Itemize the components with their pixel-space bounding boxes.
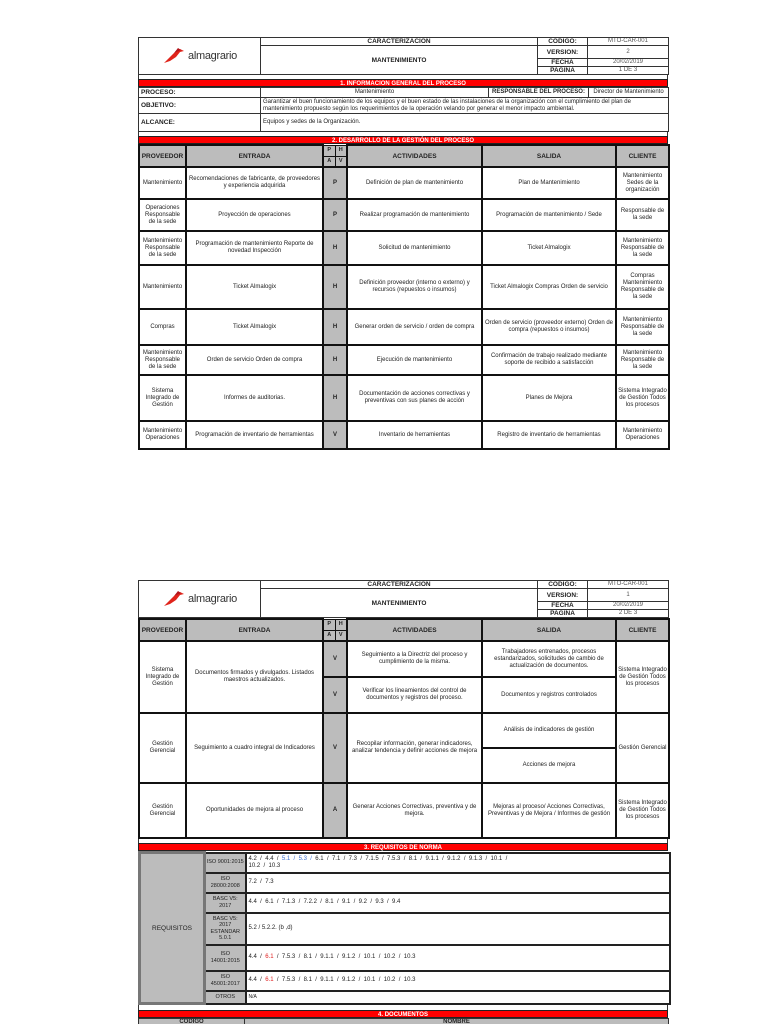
actividad-cell: Generar orden de servicio / orden de compra — [347, 309, 482, 345]
salida-cell: Trabajadores entrenados, procesos estandarizados, solicitudes de cambio de actualización de documentos. — [482, 641, 616, 677]
company-logo — [139, 581, 261, 618]
req-item: 7.2 — [248, 879, 257, 885]
actividad-cell: Solicitud de mantenimiento — [347, 231, 482, 265]
entrada-cell: Ticket Almalogix — [186, 265, 323, 309]
proveedor-cell: Sistema Integrado de Gestión — [139, 375, 186, 421]
entrada-cell: Ticket Almalogix — [186, 309, 323, 345]
norm-name: ISO 28000:2008 — [205, 873, 246, 893]
col-cliente: CLIENTE — [616, 619, 669, 641]
col-entrada: ENTRADA — [186, 145, 323, 167]
actividad-cell: Ejecución de mantenimiento — [347, 345, 482, 375]
actividad-cell: Recopilar información, generar indicadores, analizar tendencia y definir acciones de mejora — [347, 713, 482, 783]
req-item: 6.1 — [265, 977, 274, 983]
norm-values-basc: 4.4 / 6.1 / 7.1.3 / 7.2.2 / 8.1 / 9.1 / 9.2 / 9.3 / 9.4 — [246, 893, 670, 913]
entrada-cell: Orden de servicio Orden de compra — [186, 345, 323, 375]
pagina-value: 1 DE 3 — [588, 67, 669, 75]
proveedor-cell: Mantenimiento — [139, 167, 186, 199]
table-row — [139, 199, 669, 231]
pagina-label: PAGINA — [538, 67, 588, 75]
req-item: 10.1 — [490, 855, 503, 862]
table-row — [139, 345, 669, 375]
document-header — [138, 580, 669, 618]
cliente-cell: Compras Mantenimiento Responsable de la sede — [616, 265, 669, 309]
table-row — [139, 167, 669, 199]
section-3-title: 3. REQUISITOS DE NORMA — [138, 843, 668, 851]
req-item: 9.1.2 — [341, 954, 356, 960]
table-row — [139, 265, 669, 309]
norm-values-basc-estandar: 5.2 / 5.2.2. (b ,d) — [246, 913, 670, 945]
version-value: 2 — [588, 46, 669, 59]
salida-cell: Mejoras al proceso/ Acciones Correctivas, Preventivas y de Mejora / Informes de gestión — [482, 783, 616, 838]
codigo-label: CODIGO: — [538, 581, 588, 589]
salida-cell: Documentos y registros controlados — [482, 677, 616, 713]
document-header — [138, 37, 669, 75]
cliente-cell: Mantenimiento Responsable de la sede — [616, 231, 669, 265]
pagina-label: PAGINA — [538, 610, 588, 618]
document-page-1 — [138, 37, 668, 450]
codigo-value: MTO-CAR-001 — [588, 38, 669, 46]
cliente-cell: Mantenimiento Responsable de la sede — [616, 309, 669, 345]
table-row — [139, 713, 669, 748]
pagina-value: 2 DE 3 — [588, 610, 669, 618]
actividad-cell: Verificar los lineamientos del control de documentos y registros del proceso. — [347, 677, 482, 713]
req-item: 6.1 — [315, 855, 324, 862]
general-info-table — [138, 87, 669, 132]
req-item: 10.1 — [363, 977, 376, 983]
entrada-cell: Documentos firmados y divulgados. Listados maestros actualizados. — [186, 641, 323, 713]
process-table-page-2 — [138, 618, 670, 839]
req-item: 7.5.3 — [281, 977, 296, 983]
salida-cell: Acciones de mejora — [482, 748, 616, 783]
req-item: 7.2.2 — [303, 899, 317, 905]
req-item: 9.1.2 — [447, 855, 461, 862]
actividad-cell: Generar Acciones Correctivas, preventiva y de mejora. — [347, 783, 482, 838]
req-item: 7.1 — [331, 855, 341, 862]
col-p: P — [323, 619, 335, 630]
req-item: 7.1.5 — [365, 855, 379, 862]
logo-text: almagrario — [188, 49, 237, 62]
phva-cell: H — [323, 231, 347, 265]
responsable-value: Director de Mantenimiento — [589, 88, 669, 98]
requisitos-label: REQUISITOS — [140, 853, 205, 1004]
col-actividades: ACTIVIDADES — [347, 619, 482, 641]
salida-cell: Planes de Mejora — [482, 375, 616, 421]
req-item: 9.1.1 — [320, 954, 334, 960]
doc-subtitle: MANTENIMIENTO — [261, 46, 538, 75]
req-item: 10.2 — [248, 862, 261, 869]
section-1-title: 1. INFORMACION GENERAL DEL PROCESO — [138, 79, 668, 87]
req-item: 10.3 — [268, 862, 281, 869]
table-row — [139, 375, 669, 421]
req-item: 10.3 — [403, 977, 416, 983]
fecha-label: FECHA — [538, 602, 588, 610]
phva-cell: A — [323, 783, 347, 838]
objetivo-label: OBJETIVO: — [139, 98, 261, 114]
entrada-cell: Programación de mantenimiento Reporte de novedad Inspección — [186, 231, 323, 265]
objetivo-value: Garantizar el buen funcionamiento de los equipos y el buen estado de las instalaciones de la organización con el cumplimiento del plan de mantenimiento propuesto según los requerimientos de la operación velando por generar el menor impacto ambiental. — [261, 98, 669, 114]
fecha-label: FECHA — [538, 59, 588, 67]
col-v: V — [335, 630, 347, 641]
req-item: 7.5.3 — [281, 954, 296, 960]
col-proveedor: PROVEEDOR — [139, 145, 186, 167]
fecha-value: 20/02/2019 — [588, 602, 669, 610]
req-item: 4.4 — [248, 954, 257, 960]
entrada-cell: Oportunidades de mejora al proceso — [186, 783, 323, 838]
cliente-cell: Gestión Gerencial — [616, 713, 669, 783]
proveedor-cell: Compras — [139, 309, 186, 345]
req-item: 4.4 — [248, 977, 257, 983]
norm-name: ISO 45001:2017 — [205, 971, 246, 991]
cliente-cell: Responsable de la sede — [616, 199, 669, 231]
norm-name: OTROS — [205, 991, 246, 1004]
actividad-cell: Definición de plan de mantenimiento — [347, 167, 482, 199]
proceso-value: Mantenimiento — [261, 88, 489, 98]
phva-cell: H — [323, 265, 347, 309]
salida-cell: Ticket Almalogix Compras Orden de servicio — [482, 265, 616, 309]
norm-values-iso14001: 4.4 / 6.1 / 7.5.3 / 8.1 / 9.1.1 / 9.1.2 / 10.1 / 10.2 / 10.3 — [246, 945, 670, 971]
process-table-page-1 — [138, 144, 670, 450]
req-item: 7.5.3 — [387, 855, 401, 862]
proveedor-cell: Mantenimiento Operaciones — [139, 421, 186, 449]
logo-bird-icon — [162, 590, 186, 608]
actividad-cell: Documentación de acciones correctivas y preventivas con sus planes de acción — [347, 375, 482, 421]
table-row — [139, 421, 669, 449]
req-item: 5.3 — [298, 855, 307, 862]
req-item: 7.1.3 — [281, 899, 296, 905]
salida-cell: Ticket Almalogix — [482, 231, 616, 265]
req-item: 4.4 — [248, 899, 257, 905]
entrada-cell: Informes de auditorias. — [186, 375, 323, 421]
req-item: 7.3 — [348, 855, 357, 862]
salida-cell: Programación de mantenimiento / Sede — [482, 199, 616, 231]
col-h: H — [335, 145, 347, 156]
col-entrada: ENTRADA — [186, 619, 323, 641]
req-item: 4.2 — [248, 855, 257, 862]
salida-cell: Registro de inventario de herramientas — [482, 421, 616, 449]
proceso-label: PROCESO: — [139, 88, 261, 98]
cliente-cell: Sistema Integrado de Gestión Todos los procesos — [616, 783, 669, 838]
req-item: 6.1 — [265, 899, 274, 905]
doc-title: CARACTERIZACIÓN — [261, 38, 538, 46]
norm-values-otros: N/A — [246, 991, 670, 1004]
fecha-value: 20/02/2019 — [588, 59, 669, 67]
alcance-label: ALCANCE: — [139, 114, 261, 132]
col-nombre: NOMBRE — [245, 1019, 669, 1024]
col-salida: SALIDA — [482, 619, 616, 641]
alcance-value: Equipos y sedes de la Organización. — [261, 114, 669, 132]
proveedor-cell: Gestión Gerencial — [139, 713, 186, 783]
req-item: 9.3 — [375, 899, 384, 905]
salida-cell: Orden de servicio (proveedor externo) Orden de compra (repuestos o insumos) — [482, 309, 616, 345]
col-salida: SALIDA — [482, 145, 616, 167]
req-item: 6.1 — [265, 954, 274, 960]
req-item: 8.1 — [325, 899, 334, 905]
version-label: VERSION: — [538, 589, 588, 602]
phva-cell: P — [323, 167, 347, 199]
req-item: 9.1.1 — [320, 977, 334, 983]
actividad-cell: Realizar programación de mantenimiento — [347, 199, 482, 231]
phva-cell: H — [323, 345, 347, 375]
col-actividades: ACTIVIDADES — [347, 145, 482, 167]
logo-text: almagrario — [188, 592, 237, 605]
codigo-label: CODIGO: — [538, 38, 588, 46]
norm-name: BASC V5: 2017 ESTANDAR 5.0.1 — [205, 913, 246, 945]
company-logo — [139, 38, 261, 75]
entrada-cell: Recomendaciones de fabricante, de proveedores y experiencia adquirida — [186, 167, 323, 199]
section-4-title: 4. DOCUMENTOS — [138, 1010, 668, 1018]
req-item: 9.1.3 — [468, 855, 483, 862]
col-a: A — [323, 156, 335, 167]
col-proveedor: PROVEEDOR — [139, 619, 186, 641]
codigo-value: MTO-CAR-001 — [588, 581, 669, 589]
actividad-cell: Inventario de herramientas — [347, 421, 482, 449]
proveedor-cell: Operaciones Responsable de la sede — [139, 199, 186, 231]
phva-cell: H — [323, 375, 347, 421]
version-label: VERSION: — [538, 46, 588, 59]
responsable-label: RESPONSABLE DEL PROCESO: — [489, 88, 589, 98]
phva-cell: P — [323, 199, 347, 231]
cliente-cell: Mantenimiento Sedes de la organización — [616, 167, 669, 199]
req-item: 8.1 — [408, 855, 418, 862]
req-item: 5.1 — [281, 855, 291, 862]
document-page-2 — [138, 580, 668, 1024]
req-item: 10.3 — [403, 954, 416, 960]
salida-cell: Plan de Mantenimiento — [482, 167, 616, 199]
phva-cell: V — [323, 713, 347, 783]
entrada-cell: Proyección de operaciones — [186, 199, 323, 231]
entrada-cell: Seguimiento a cuadro integral de Indicadores — [186, 713, 323, 783]
req-item: 10.1 — [363, 954, 376, 960]
req-item: 9.4 — [392, 899, 401, 905]
actividad-cell: Definición proveedor (interno o externo) y recursos (repuestos o insumos) — [347, 265, 482, 309]
table-row — [139, 309, 669, 345]
phva-cell: V — [323, 677, 347, 713]
phva-cell: V — [323, 641, 347, 677]
proveedor-cell: Mantenimiento — [139, 265, 186, 309]
req-item: 9.1.2 — [341, 977, 356, 983]
norm-name: BASC V5: 2017 — [205, 893, 246, 913]
norm-name: ISO 14001:2015 — [205, 945, 246, 971]
proveedor-cell: Gestión Gerencial — [139, 783, 186, 838]
proveedor-cell: Mantenimiento Responsable de la sede — [139, 345, 186, 375]
entrada-cell: Programación de inventario de herramientas — [186, 421, 323, 449]
col-p: P — [323, 145, 335, 156]
actividad-cell: Seguimiento a la Directriz del proceso y cumplimiento de la misma. — [347, 641, 482, 677]
requisitos-table — [138, 851, 671, 1005]
logo-bird-icon — [162, 47, 186, 65]
req-item: 9.1 — [341, 899, 351, 905]
cliente-cell: Mantenimiento Operaciones — [616, 421, 669, 449]
req-item: 9.1.1 — [425, 855, 439, 862]
doc-title: CARACTERIZACIÓN — [261, 581, 538, 589]
req-item: 4.4 — [265, 855, 274, 862]
cliente-cell: Sistema Integrado de Gestión Todos los procesos — [616, 375, 669, 421]
req-item: 9.2 — [358, 899, 367, 905]
table-row — [139, 231, 669, 265]
phva-cell: H — [323, 309, 347, 345]
doc-subtitle: MANTENIMIENTO — [261, 589, 538, 618]
section-2-title: 2. DESARROLLO DE LA GESTIÓN DEL PROCESO — [138, 136, 668, 144]
norm-values-iso28000: 7.2 / 7.3 — [246, 873, 670, 893]
cliente-cell: Mantenimiento Responsable de la sede — [616, 345, 669, 375]
salida-cell: Confirmación de trabajo realizado mediante soporte de recibido a satisfacción — [482, 345, 616, 375]
norm-values-iso45001: 4.4 / 6.1 / 7.5.3 / 8.1 / 9.1.1 / 9.1.2 / 10.1 / 10.2 / 10.3 — [246, 971, 670, 991]
req-item: 8.1 — [303, 954, 312, 960]
proveedor-cell: Sistema Integrado de Gestión — [139, 641, 186, 713]
req-item: 8.1 — [303, 977, 312, 983]
version-value: 1 — [588, 589, 669, 602]
salida-cell: Análisis de indicadores de gestión — [482, 713, 616, 748]
proveedor-cell: Mantenimiento Responsable de la sede — [139, 231, 186, 265]
table-row — [139, 783, 669, 838]
table-row — [139, 641, 669, 677]
req-item: 10.2 — [383, 954, 396, 960]
req-item: 10.2 — [383, 977, 396, 983]
col-a: A — [323, 630, 335, 641]
norm-values-iso9001: 4.2 / 4.4 / 5.1 / 5.3 / 6.1 / 7.1 / 7.3 / 7.1.5 / 7.5.3 / 8.1 / 9.1.1 / 9.1.2 / 9.1.3 / 10.1 / 10.2 / 10.3 — [246, 853, 670, 873]
req-item: 7.3 — [265, 879, 274, 885]
col-cliente: CLIENTE — [616, 145, 669, 167]
cliente-cell: Sistema Integrado de Gestión Todos los procesos — [616, 641, 669, 713]
norm-name: ISO 9001:2015 — [205, 853, 246, 873]
col-h: H — [335, 619, 347, 630]
phva-cell: V — [323, 421, 347, 449]
col-codigo: CODIGO — [139, 1019, 245, 1024]
col-v: V — [335, 156, 347, 167]
